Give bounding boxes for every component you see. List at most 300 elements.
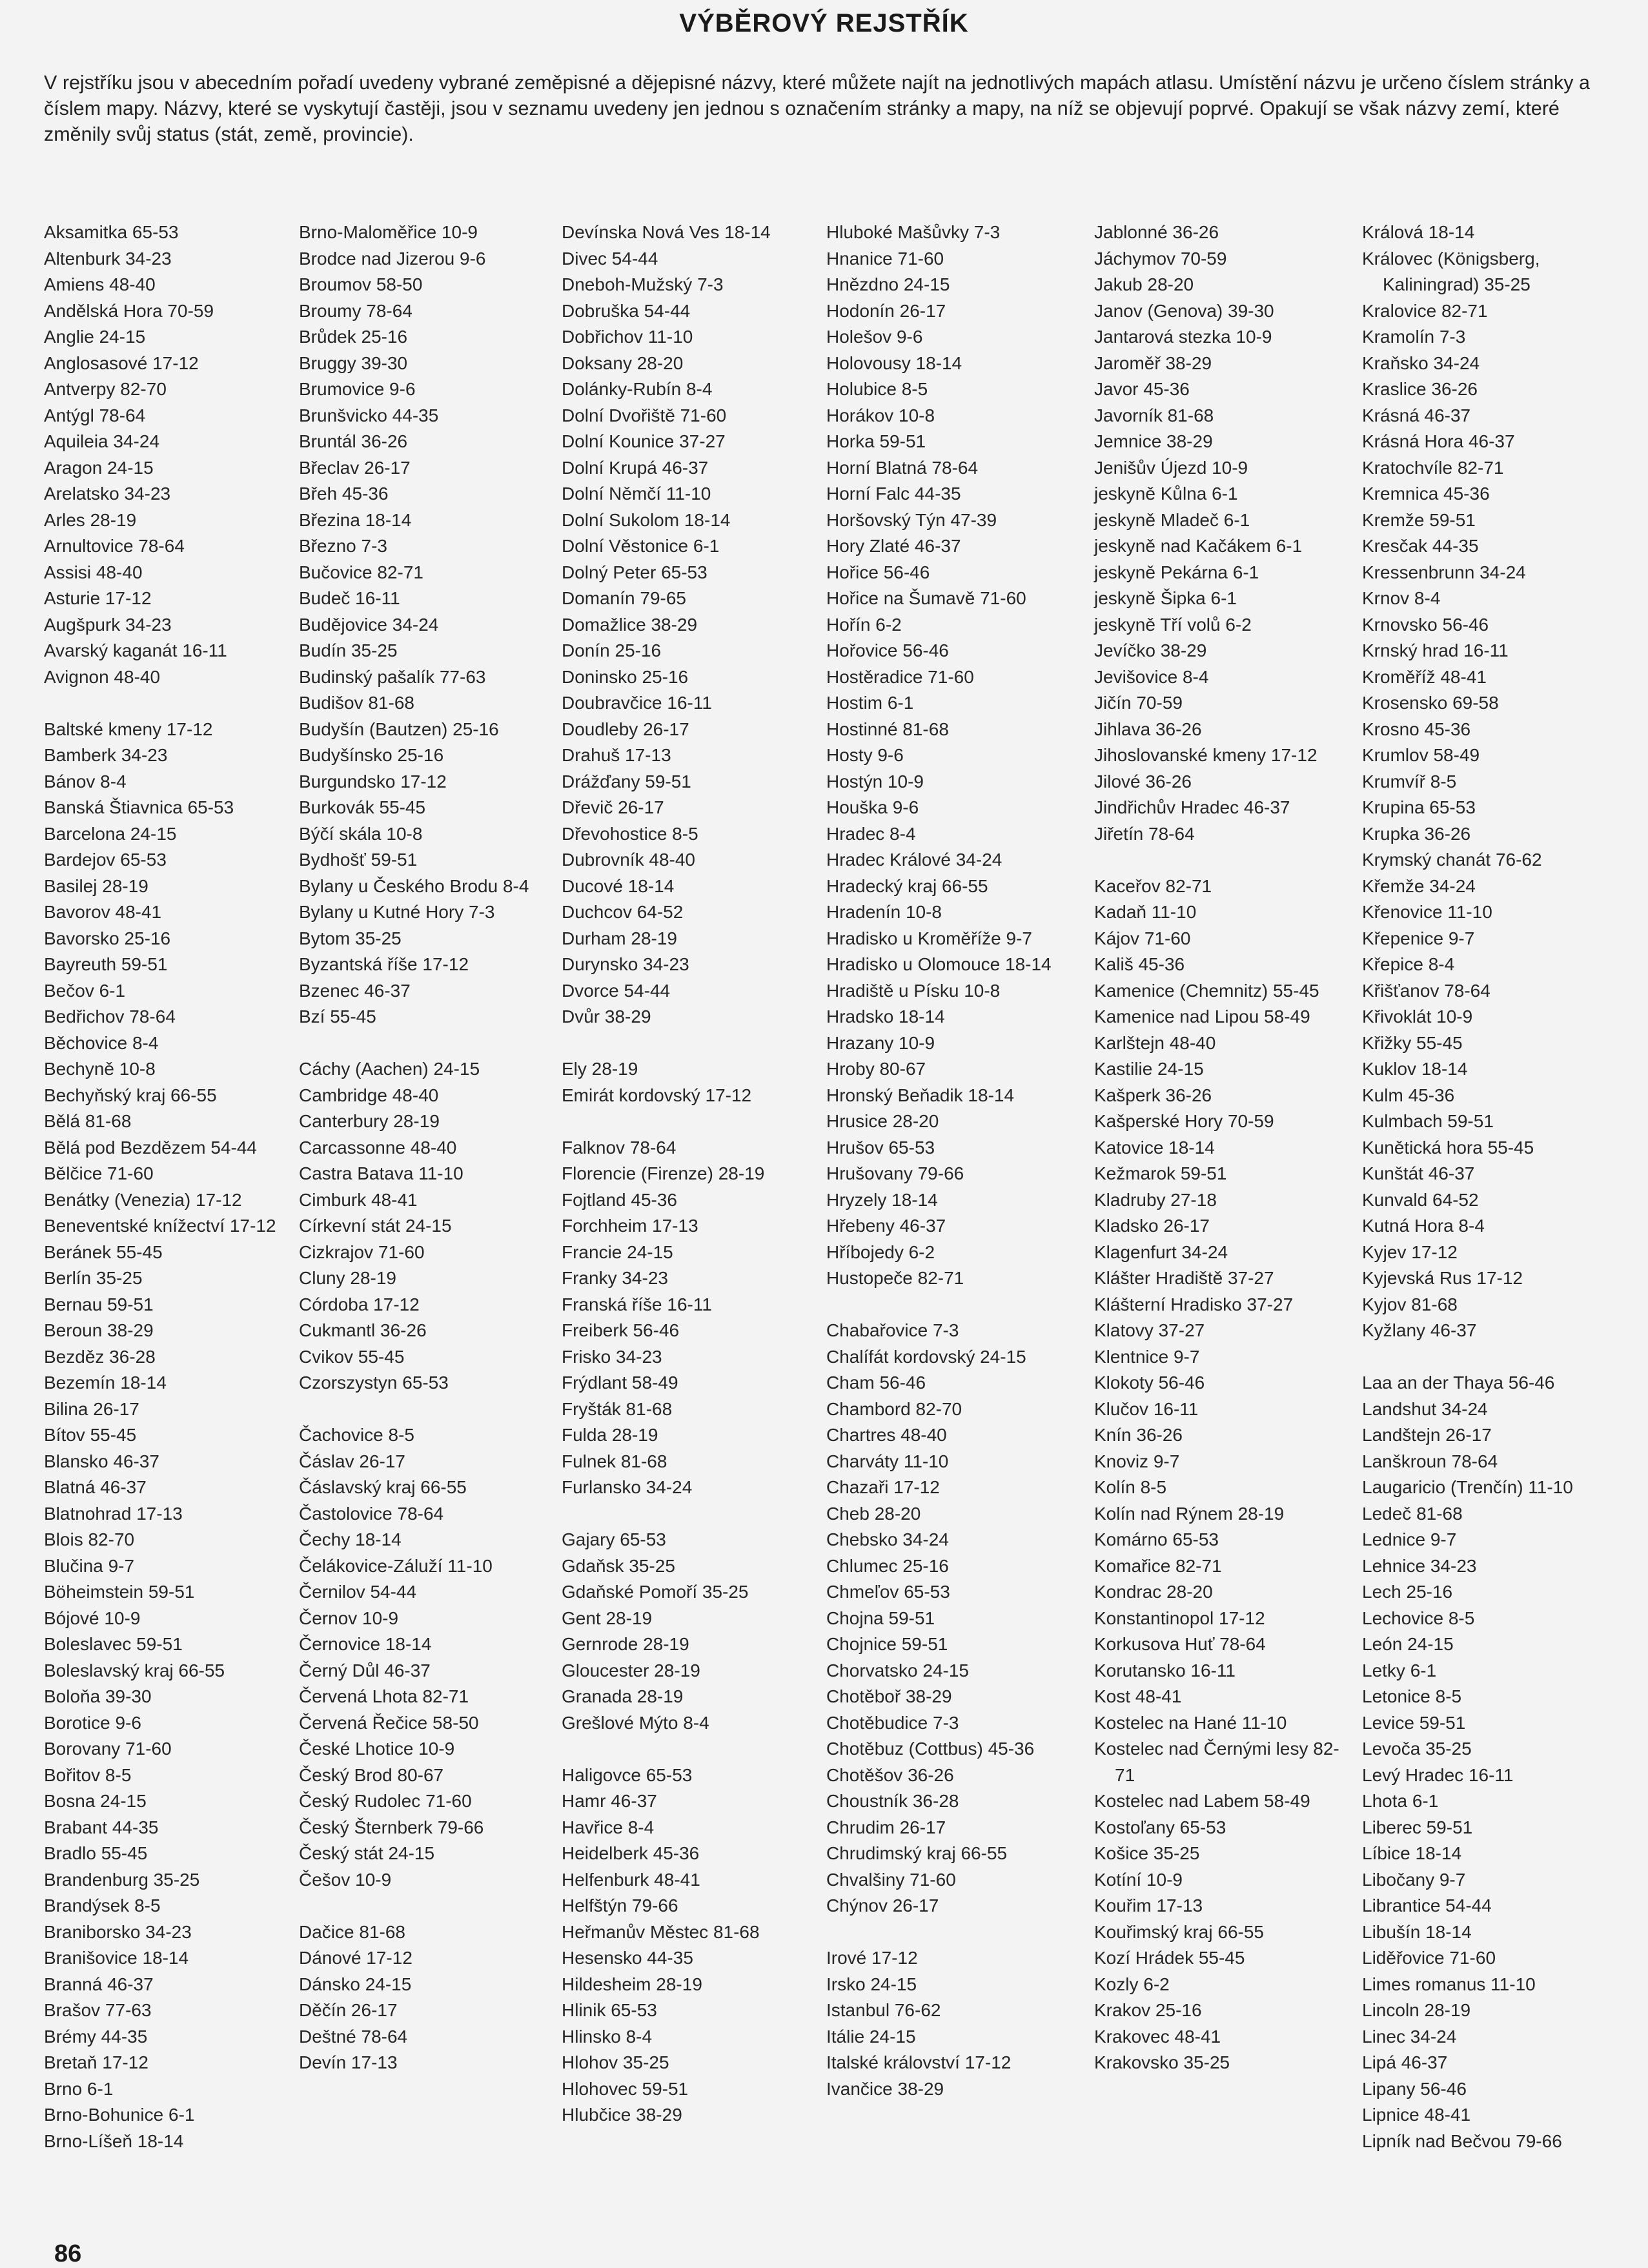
index-entry: Konstantinopol 17-12 [1094,1608,1265,1628]
index-entry: Krásná Hora 46-37 [1362,431,1515,451]
index-entry: Dobřichov 11-10 [562,327,693,347]
index-entry: Budín 35-25 [299,640,398,660]
index-entry: Církevní stát 24-15 [299,1216,452,1236]
index-entry: Landshut 34-24 [1362,1398,1488,1419]
index-entry: Kyjov 81-68 [1362,1294,1458,1314]
index-entry: Asturie 17-12 [44,588,152,608]
index-entry: Hradec 8-4 [826,823,916,844]
letter-gap [562,1108,826,1135]
index-entry: Barcelona 24-15 [44,823,177,844]
index-entry: Komárno 65-53 [1094,1529,1219,1549]
index-entry: Aksamitka 65-53 [44,222,179,242]
index-entry: Krumvíř 8-5 [1362,771,1457,792]
index-entry: Kozly 6-2 [1094,1974,1170,1994]
index-entry: jeskyně Mladeč 6-1 [1094,509,1250,530]
index-entry: Choustník 36-28 [826,1791,959,1811]
index-entry: Gajary 65-53 [562,1529,666,1549]
letter-gap [826,1292,1091,1318]
index-entry: Krumlov 58-49 [1362,745,1480,765]
index-entry: Blučina 9-7 [44,1555,135,1576]
index-entry: Haligovce 65-53 [562,1764,693,1785]
index-entry: Brašov 77-63 [44,2000,152,2020]
index-entry: Kolín 8-5 [1094,1477,1167,1497]
index-entry: Běchovice 8-4 [44,1032,159,1053]
index-entry: Jantarová stezka 10-9 [1094,327,1272,347]
index-entry: Chalífát kordovský 24-15 [826,1346,1026,1367]
index-entry: Lednice 9-7 [1362,1529,1457,1549]
index-entry: Itálie 24-15 [826,2026,916,2047]
index-entry: Linec 34-24 [1362,2026,1457,2047]
index-entry: Branná 46-37 [44,1974,154,1994]
index-entry: Brandýsek 8-5 [44,1895,161,1916]
index-entry: Křepice 8-4 [1362,954,1455,974]
index-entry: Hradenín 10-8 [826,902,942,922]
index-entry: Dánové 17-12 [299,1948,412,1968]
index-entry: Horšovský Týn 47-39 [826,509,997,530]
index-entry: Křepenice 9-7 [1362,928,1475,948]
index-entry: Červená Lhota 82-71 [299,1686,469,1706]
index-entry: Istanbul 76-62 [826,2000,941,2020]
index-entry: Hradisko u Kroměříže 9-7 [826,928,1033,948]
index-entry: Burkovák 55-45 [299,797,426,817]
index-entry: Lincoln 28-19 [1362,2000,1471,2020]
index-entry: Chazaři 17-12 [826,1477,940,1497]
index-entry: Jablonné 36-26 [1094,222,1219,242]
index-entry: Dolní Němčí 11-10 [562,484,711,504]
index-entry: Brémy 44-35 [44,2026,148,2047]
index-entry: Jilové 36-26 [1094,771,1192,792]
index-entry: Krakovec 48-41 [1094,2026,1221,2047]
index-entry: Helfenburk 48-41 [562,1869,700,1890]
index-entry: Baltské kmeny 17-12 [44,719,213,739]
index-entry: Líbice 18-14 [1362,1843,1462,1863]
index-entry: Liberec 59-51 [1362,1817,1473,1837]
index-entry: Aquileia 34-24 [44,431,160,451]
index-entry: Heřmanův Městec 81-68 [562,1921,760,1942]
index-entry: Bzí 55-45 [299,1006,376,1027]
index-entry: Assisi 48-40 [44,562,143,582]
index-entry: Košice 35-25 [1094,1843,1200,1863]
index-entry: Branišovice 18-14 [44,1948,189,1968]
index-entry: Levice 59-51 [1362,1712,1466,1733]
index-entry: Jevišovice 8-4 [1094,666,1209,687]
index-entry: Brodce nad Jizerou 9-6 [299,248,486,269]
index-entry: Krnský hrad 16-11 [1362,640,1509,660]
index-entry: Budeč 16-11 [299,588,400,608]
index-entry: Kost 48-41 [1094,1686,1182,1706]
index-entry: Hořice na Šumavě 71-60 [826,588,1026,608]
index-entry: Janov (Genova) 39-30 [1094,300,1274,321]
index-entry: Bradlo 55-45 [44,1843,148,1863]
index-entry: Gent 28-19 [562,1608,653,1628]
index-entry: Bytom 35-25 [299,928,402,948]
index-entry: Bečov 6-1 [44,980,126,1001]
index-entry: Kladsko 26-17 [1094,1216,1210,1236]
index-entry: Budišov 81-68 [299,693,415,713]
index-entry: Avarský kaganát 16-11 [44,640,227,660]
letter-gap [1094,847,1359,873]
index-entry: Durynsko 34-23 [562,954,689,974]
index-entry: Arelatsko 34-23 [44,484,171,504]
index-entry: České Lhotice 10-9 [299,1739,455,1759]
index-entry: Ledeč 81-68 [1362,1503,1463,1524]
index-entry: Dolní Věstonice 6-1 [562,536,720,556]
index-entry: Bechyňský kraj 66-55 [44,1085,217,1105]
index-entry: Lipany 56-46 [1362,2078,1467,2099]
index-entry: Emirát kordovský 17-12 [562,1085,752,1105]
index-entry: Chorvatsko 24-15 [826,1660,970,1681]
index-entry: Beneventské knížectví 17-12 [44,1216,276,1236]
index-entry: Jaroměř 38-29 [1094,352,1212,373]
index-entry: jeskyně Pekárna 6-1 [1094,562,1259,582]
index-entry: Cizkrajov 71-60 [299,1241,425,1262]
index-entry: Hostim 6-1 [826,693,914,713]
index-entry: Krosensko 69-58 [1362,693,1499,713]
index-entry: Hostinné 81-68 [826,719,949,739]
index-entry: Hustopeče 82-71 [826,1268,964,1288]
index-entry: Křižky 55-45 [1362,1032,1463,1053]
index-entry: Domažlice 38-29 [562,614,698,635]
index-entry: Burgundsko 17-12 [299,771,447,792]
index-entry: Doubravčice 16-11 [562,693,712,713]
index-entry: Hostěradice 71-60 [826,666,974,687]
index-entry: Český stát 24-15 [299,1843,435,1863]
index-entry: Kressenbrunn 34-24 [1362,562,1526,582]
letter-gap [562,1736,826,1762]
index-entry: Levý Hradec 16-11 [1362,1764,1514,1785]
index-entry: Aragon 24-15 [44,457,154,478]
index-entry: Komařice 82-71 [1094,1555,1222,1576]
index-entry: Devín 17-13 [299,2052,398,2072]
index-entry: Hlohov 35-25 [562,2052,669,2072]
index-entry: Cimburk 48-41 [299,1189,418,1210]
index-entry: Charváty 11-10 [826,1451,949,1471]
index-entry: Čelákovice-Záluží 11-10 [299,1555,493,1576]
index-entry: Ducové 18-14 [562,875,675,896]
index-entry: Bezděz 36-28 [44,1346,156,1367]
index-entry: Letonice 8-5 [1362,1686,1462,1706]
index-entry: Doudleby 26-17 [562,719,689,739]
index-entry: Czorszystyn 65-53 [299,1373,449,1393]
index-entry: Fojtland 45-36 [562,1189,678,1210]
index-entry: Čechy 18-14 [299,1529,402,1549]
index-entry: Antýgl 78-64 [44,405,146,425]
page-number: 86 [54,2240,82,2267]
index-entry: Kulmbach 59-51 [1362,1111,1494,1131]
index-entry: Kratochvíle 82-71 [1362,457,1504,478]
letter-gap [562,1501,826,1527]
index-entry: Bydhošť 59-51 [299,850,418,870]
index-entry: Lanškroun 78-64 [1362,1451,1498,1471]
index-entry: Březina 18-14 [299,509,412,530]
index-entry: Kájov 71-60 [1094,928,1191,948]
index-entry: Dvůr 38-29 [562,1006,651,1027]
index-entry: Bruntál 36-26 [299,431,408,451]
index-entry: Křišťanov 78-64 [1362,980,1490,1001]
letter-gap [299,1893,564,1919]
index-entry: Castra Batava 11-10 [299,1163,463,1183]
index-entry: Hlinsko 8-4 [562,2026,653,2047]
index-entry: Franská říše 16-11 [562,1294,712,1314]
index-entry: Hryzely 18-14 [826,1189,938,1210]
index-entry: jeskyně Tří volů 6-2 [1094,614,1252,635]
index-entry: Bítov 55-45 [44,1425,137,1445]
index-entry: Dobruška 54-44 [562,300,691,321]
index-entry: Chartres 48-40 [826,1425,947,1445]
index-entry: Kotíní 10-9 [1094,1869,1183,1890]
index-entry: Franky 34-23 [562,1268,668,1288]
index-entry: Brůdek 25-16 [299,327,408,347]
index-entry: Hory Zlaté 46-37 [826,536,961,556]
index-entry: Klatovy 37-27 [1094,1320,1205,1340]
index-entry: Hosty 9-6 [826,745,904,765]
index-entry: Amiens 48-40 [44,274,156,294]
index-entry: Jihlava 36-26 [1094,719,1202,739]
index-entry: Borotice 9-6 [44,1712,141,1733]
index-entry: Kramolín 7-3 [1362,327,1466,347]
index-entry: Bučovice 82-71 [299,562,424,582]
index-entry: Kamenice nad Lipou 58-49 [1094,1006,1310,1027]
index-entry: Havřice 8-4 [562,1817,655,1837]
index-entry: Limes romanus 11-10 [1362,1974,1536,1994]
index-entry: Fryšták 81-68 [562,1398,673,1419]
index-entry: Češov 10-9 [299,1869,392,1890]
page-title: VÝBĚROVÝ REJSTŘÍK [679,9,969,37]
index-entry: Kostelec nad Labem 58-49 [1094,1791,1310,1811]
index-entry: Lipnice 48-41 [1362,2105,1471,2125]
index-entry: Hesensko 44-35 [562,1948,693,1968]
index-entry: Dřevič 26-17 [562,797,664,817]
index-entry: Anglosasové 17-12 [44,352,199,373]
letter-gap [299,1396,564,1423]
index-entry: Hlubčice 38-29 [562,2105,682,2125]
index-entry: Laa an der Thaya 56-46 [1362,1373,1555,1393]
index-entry: Hlinik 65-53 [562,2000,657,2020]
index-entry: Gernrode 28-19 [562,1634,689,1654]
index-entry: Libočany 9-7 [1362,1869,1466,1890]
index-entry: Kyjev 17-12 [1362,1241,1458,1262]
index-entry: Dolný Peter 65-53 [562,562,707,582]
index-entry: Chrudim 26-17 [826,1817,946,1837]
index-entry: Frisko 34-23 [562,1346,662,1367]
index-entry: Hradec Králové 34-24 [826,850,1002,870]
index-entry: Furlansko 34-24 [562,1477,693,1497]
index-entry: Deštné 78-64 [299,2026,408,2047]
index-entry: Lipník nad Bečvou 79-66 [1362,2130,1562,2151]
index-entry: Bělčice 71-60 [44,1163,154,1183]
index-entry: Blansko 46-37 [44,1451,160,1471]
index-entry: Domanín 79-65 [562,588,687,608]
index-entry: Kunvald 64-52 [1362,1189,1479,1210]
index-entry: Čachovice 8-5 [299,1425,414,1445]
index-entry: Krásná 46-37 [1362,405,1471,425]
index-entry: Cluny 28-19 [299,1268,396,1288]
index-entry: Kroměříž 48-41 [1362,666,1487,687]
index-entry: Grešlové Mýto 8-4 [562,1712,709,1733]
index-entry: Letky 6-1 [1362,1660,1437,1681]
index-entry: Bělá 81-68 [44,1111,132,1131]
index-entry: Bilina 26-17 [44,1398,139,1419]
index-column-1 [44,220,309,2154]
index-entry: Kozí Hrádek 55-45 [1094,1948,1245,1968]
index-entry: Hradisko u Olomouce 18-14 [826,954,1052,974]
index-entry: Březno 7-3 [299,536,387,556]
index-column-3 [562,220,826,2129]
index-entry: Bezemín 18-14 [44,1373,167,1393]
index-entry: Chotěbudice 7-3 [826,1712,959,1733]
index-entry: Kostelec nad Černými lesy 82-71 [1094,1739,1339,1785]
index-entry: Bójové 10-9 [44,1608,141,1628]
index-entry: Florencie (Firenze) 28-19 [562,1163,765,1183]
index-entry: Granada 28-19 [562,1686,684,1706]
index-entry: Budyšínsko 25-16 [299,745,444,765]
index-entry: Brunšvicko 44-35 [299,405,439,425]
index-entry: Jindřichův Hradec 46-37 [1094,797,1290,817]
index-entry: Carcassonne 48-40 [299,1137,457,1158]
index-entry: Andělská Hora 70-59 [44,300,214,321]
index-entry: Hodonín 26-17 [826,300,946,321]
index-entry: Knoviz 9-7 [1094,1451,1180,1471]
index-entry: Kutná Hora 8-4 [1362,1216,1485,1236]
index-entry: Hnězdno 24-15 [826,274,950,294]
index-entry: Gloucester 28-19 [562,1660,700,1681]
index-entry: Jičín 70-59 [1094,693,1183,713]
index-entry: Forchheim 17-13 [562,1216,698,1236]
index-entry: Kolín nad Rýnem 28-19 [1094,1503,1285,1524]
index-entry: Kyžlany 46-37 [1362,1320,1477,1340]
letter-gap [299,1030,564,1057]
index-entry: Bělá pod Bezdězem 54-44 [44,1137,257,1158]
index-entry: Čáslav 26-17 [299,1451,405,1471]
index-entry: Kamenice (Chemnitz) 55-45 [1094,980,1319,1001]
index-entry: Budějovice 34-24 [299,614,439,635]
index-entry: Francie 24-15 [562,1241,673,1262]
index-entry: Bzenec 46-37 [299,980,411,1001]
index-entry: Hlohovec 59-51 [562,2078,689,2099]
index-entry: Bylany u Kutné Hory 7-3 [299,902,495,922]
index-entry: Klučov 16-11 [1094,1398,1199,1419]
index-entry: Drážďany 59-51 [562,771,691,792]
index-entry: Hřebeny 46-37 [826,1216,946,1236]
index-entry: Lechovice 8-5 [1362,1608,1475,1628]
index-entry: Cham 56-46 [826,1373,926,1393]
index-entry: Dačice 81-68 [299,1921,405,1942]
index-entry: Chojnice 59-51 [826,1634,948,1654]
index-entry: Hrušov 65-53 [826,1137,935,1158]
index-entry: Klokoty 56-46 [1094,1373,1205,1393]
index-column-4 [826,220,1091,2102]
index-entry: Houška 9-6 [826,797,919,817]
index-entry: Hluboké Mašůvky 7-3 [826,222,1001,242]
index-entry: Doksany 28-20 [562,352,684,373]
index-entry: Helfštýn 79-66 [562,1895,678,1916]
index-entry: Kostelec na Hané 11-10 [1094,1712,1287,1733]
index-entry: Klášter Hradiště 37-27 [1094,1268,1274,1288]
index-entry: Librantice 54-44 [1362,1895,1492,1916]
index-entry: Krupina 65-53 [1362,797,1476,817]
index-entry: Kašperské Hory 70-59 [1094,1111,1274,1131]
index-entry: Hradecký kraj 66-55 [826,875,988,896]
index-entry: Chotěšov 36-26 [826,1764,954,1785]
index-entry: Chrudimský kraj 66-55 [826,1843,1008,1863]
index-entry: Hořín 6-2 [826,614,902,635]
index-entry: Canterbury 28-19 [299,1111,440,1131]
index-entry: Javorník 81-68 [1094,405,1214,425]
index-entry: Boleslavec 59-51 [44,1634,183,1654]
index-entry: Bořitov 8-5 [44,1764,132,1785]
index-entry: Kondrac 28-20 [1094,1582,1213,1602]
index-entry: Holešov 9-6 [826,327,923,347]
index-entry: Falknov 78-64 [562,1137,676,1158]
index-entry: Bretaň 17-12 [44,2052,148,2072]
index-entry: Hamr 46-37 [562,1791,657,1811]
index-entry: Katovice 18-14 [1094,1137,1215,1158]
index-entry: Kremže 59-51 [1362,509,1476,530]
index-entry: Český Rudolec 71-60 [299,1791,472,1811]
index-entry: Bruggy 39-30 [299,352,408,373]
index-entry: Irové 17-12 [826,1948,918,1968]
index-entry: Hroby 80-67 [826,1059,926,1079]
index-entry: Kraňsko 34-24 [1362,352,1480,373]
index-entry: Fulda 28-19 [562,1425,658,1445]
index-entry: Hnanice 71-60 [826,248,944,269]
index-entry: Hradiště u Písku 10-8 [826,980,1001,1001]
index-entry: Bamberk 34-23 [44,745,168,765]
index-entry: León 24-15 [1362,1634,1454,1654]
index-entry: Braniborsko 34-23 [44,1921,192,1942]
index-entry: Ely 28-19 [562,1059,638,1079]
index-entry: Lehnice 34-23 [1362,1555,1477,1576]
index-entry: Frýdlant 58-49 [562,1373,678,1393]
index-entry: Kraslice 36-26 [1362,379,1478,399]
index-entry: Gdaňsk 35-25 [562,1555,675,1576]
index-entry: Bosna 24-15 [44,1791,147,1811]
index-entry: Gdaňské Pomoří 35-25 [562,1582,749,1602]
index-entry: Fulnek 81-68 [562,1451,667,1471]
index-entry: Arles 28-19 [44,509,137,530]
index-entry: Beroun 38-29 [44,1320,154,1340]
index-entry: Hostýn 10-9 [826,771,924,792]
index-entry: Karlštejn 48-40 [1094,1032,1216,1053]
index-entry: Korkusova Huť 78-64 [1094,1634,1266,1654]
index-entry: Kašperk 36-26 [1094,1085,1212,1105]
index-entry: Krakov 25-16 [1094,2000,1202,2020]
index-entry: Kuklov 18-14 [1362,1059,1468,1079]
index-entry: Hrušovany 79-66 [826,1163,964,1183]
index-entry: Brandenburg 35-25 [44,1869,200,1890]
index-entry: Dneboh-Mužský 7-3 [562,274,724,294]
index-entry: Heidelberk 45-36 [562,1843,700,1863]
index-entry: Hořovice 56-46 [826,640,949,660]
index-entry: Dvorce 54-44 [562,980,671,1001]
index-entry: Arnultovice 78-64 [44,536,185,556]
index-entry: Krosno 45-36 [1362,719,1471,739]
index-entry: Broumy 78-64 [299,300,412,321]
index-entry: Libušín 18-14 [1362,1921,1472,1942]
index-entry: Italské království 17-12 [826,2052,1012,2072]
index-entry: Boloňa 39-30 [44,1686,152,1706]
index-entry: Cambridge 48-40 [299,1085,439,1105]
index-entry: Dolánky-Rubín 8-4 [562,379,713,399]
index-entry: Beránek 55-45 [44,1241,163,1262]
index-entry: Devínska Nová Ves 18-14 [562,222,771,242]
index-entry: Donín 25-16 [562,640,662,660]
index-entry: Chebsko 34-24 [826,1529,949,1549]
index-entry: Český Šternberk 79-66 [299,1817,484,1837]
index-entry: Kladruby 27-18 [1094,1189,1217,1210]
index-entry: Chlumec 25-16 [826,1555,949,1576]
index-entry: Lipá 46-37 [1362,2052,1448,2072]
